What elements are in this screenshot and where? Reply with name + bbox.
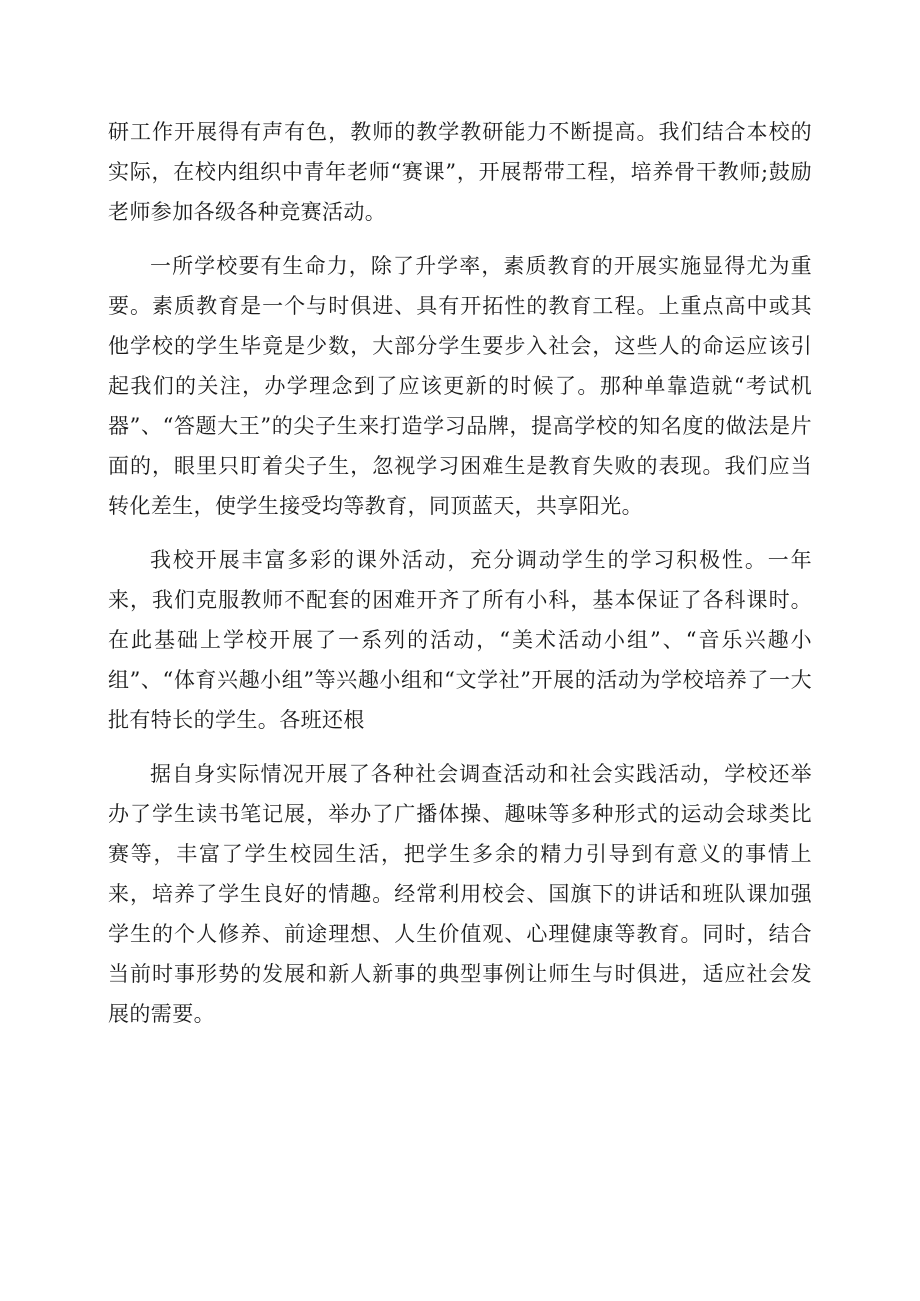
paragraph-quality-education: 一所学校要有生命力，除了升学率，素质教育的开展实施显得尤为重要。素质教育是一个与时俱进、具有开拓性的教育工程。上重点高中或其他学校的学生毕竟是少数，大部分学生要步入社会，这些人的命运应该引起我们的关注，办学理念到了应该更新的时候了。那种单靠造就“考试机器”、“答题大王”的尖子生来打造学习品牌，提高学校的知名度的做法是片面的，眼里只盯着尖子生，忽视学习困难生是教育失败的表现。我们应当转化差生，使学生接受均等教育，同顶蓝天，共享阳光。 xyxy=(108,254,812,518)
paragraph-extracurricular: 我校开展丰富多彩的课外活动，充分调动学生的学习积极性。一年来，我们克服教师不配套的困难开齐了所有小科，基本保证了各科课时。在此基础上学校开展了一系列的活动，“美术活动小组”、“音乐兴趣小组”、“体育兴趣小组”等兴趣小组和“文学社”开展的活动为学校培养了一大批有特长的学生。各班还根 xyxy=(108,548,812,732)
paragraph-continuation: 研工作开展得有声有色，教师的教学教研能力不断提高。我们结合本校的实际，在校内组织中青年老师“赛课”，开展帮带工程，培养骨干教师;鼓励老师参加各级各种竞赛活动。 xyxy=(108,120,812,224)
document-page xyxy=(108,112,812,1048)
paragraph-social-practice: 据自身实际情况开展了各种社会调查活动和社会实践活动，学校还举办了学生读书笔记展，举办了广播体操、趣味等多种形式的运动会球类比赛等，丰富了学生校园生活，把学生多余的精力引导到有意义的事情上来，培养了学生良好的情趣。经常利用校会、国旗下的讲话和班队课加强学生的个人修养、前途理想、人生价值观、心理健康等教育。同时，结合当前时事形势的发展和新人新事的典型事例让师生与时俱进，适应社会发展的需要。 xyxy=(108,762,812,1026)
